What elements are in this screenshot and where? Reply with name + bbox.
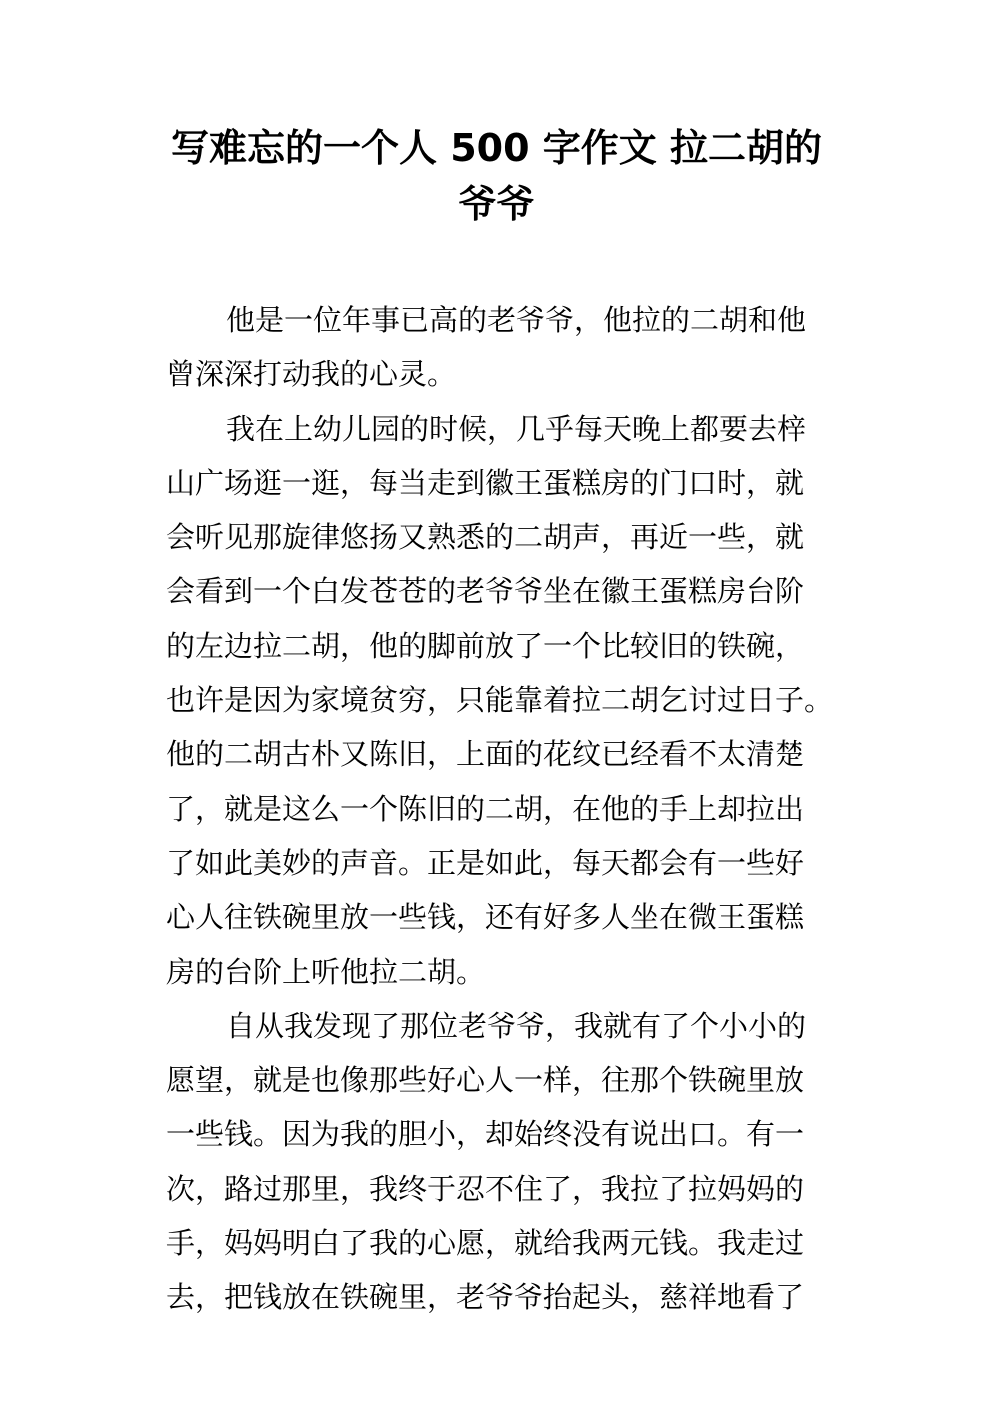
document-body: [166, 293, 846, 1325]
paragraph-1-line-1: 他是一位年事已高的老爷爷，他拉的二胡和他: [226, 303, 807, 337]
paragraph-2-line-5: 的左边拉二胡，他的脚前放了一个比较旧的铁碗，: [166, 628, 805, 663]
paragraph-2-line-8: 了，就是这么一个陈旧的二胡，在他的手上却拉出: [166, 791, 805, 826]
paragraph-3-line-5: 手，妈妈明白了我的心愿，就给我两元钱。我走过: [166, 1226, 805, 1261]
paragraph-2-line-7: 他的二胡古朴又陈旧，上面的花纹已经看不太清楚: [166, 737, 805, 772]
title-line-2: 爷爷: [458, 182, 535, 226]
paragraph-2-line-6: 也许是因为家境贫穷，只能靠着拉二胡乞讨过日子。: [166, 683, 834, 718]
paragraph-3-line-4: 次，路过那里，我终于忍不住了，我拉了拉妈妈的: [166, 1171, 805, 1206]
paragraph-1-line-2: 曾深深打动我的心灵。: [166, 357, 457, 392]
paragraph-2-line-3: 会听见那旋律悠扬又熟悉的二胡声，再近一些，就: [166, 520, 805, 555]
paragraph-2-line-9: 了如此美妙的声音。正是如此，每天都会有一些好: [166, 845, 805, 880]
paragraph-2-line-1: 我在上幼儿园的时候，几乎每天晚上都要去梓: [226, 411, 807, 446]
paragraph-3-line-2: 愿望，就是也像那些好心人一样，往那个铁碗里放: [166, 1063, 805, 1098]
title-line-1: 写难忘的一个人 500 字作文 拉二胡的: [170, 126, 822, 170]
paragraph-3-line-1: 自从我发现了那位老爷爷，我就有了个小小的: [226, 1008, 807, 1043]
paragraph-3-line-6: 去，把钱放在铁碗里，老爷爷抬起头，慈祥地看了: [166, 1280, 805, 1315]
paragraph-2-line-4: 会看到一个白发苍苍的老爷爷坐在徽王蛋糕房台阶: [166, 574, 805, 609]
paragraph-2-line-10: 心人往铁碗里放一些钱，还有好多人坐在微王蛋糕: [166, 900, 805, 935]
paragraph-2-line-2: 山广场逛一逛，每当走到徽王蛋糕房的门口时，就: [166, 465, 805, 500]
paragraph-3-line-3: 一些钱。因为我的胆小，却始终没有说出口。有一: [166, 1117, 805, 1152]
document-title: [120, 120, 873, 232]
paragraph-2-line-11: 房的台阶上听他拉二胡。: [166, 954, 486, 989]
